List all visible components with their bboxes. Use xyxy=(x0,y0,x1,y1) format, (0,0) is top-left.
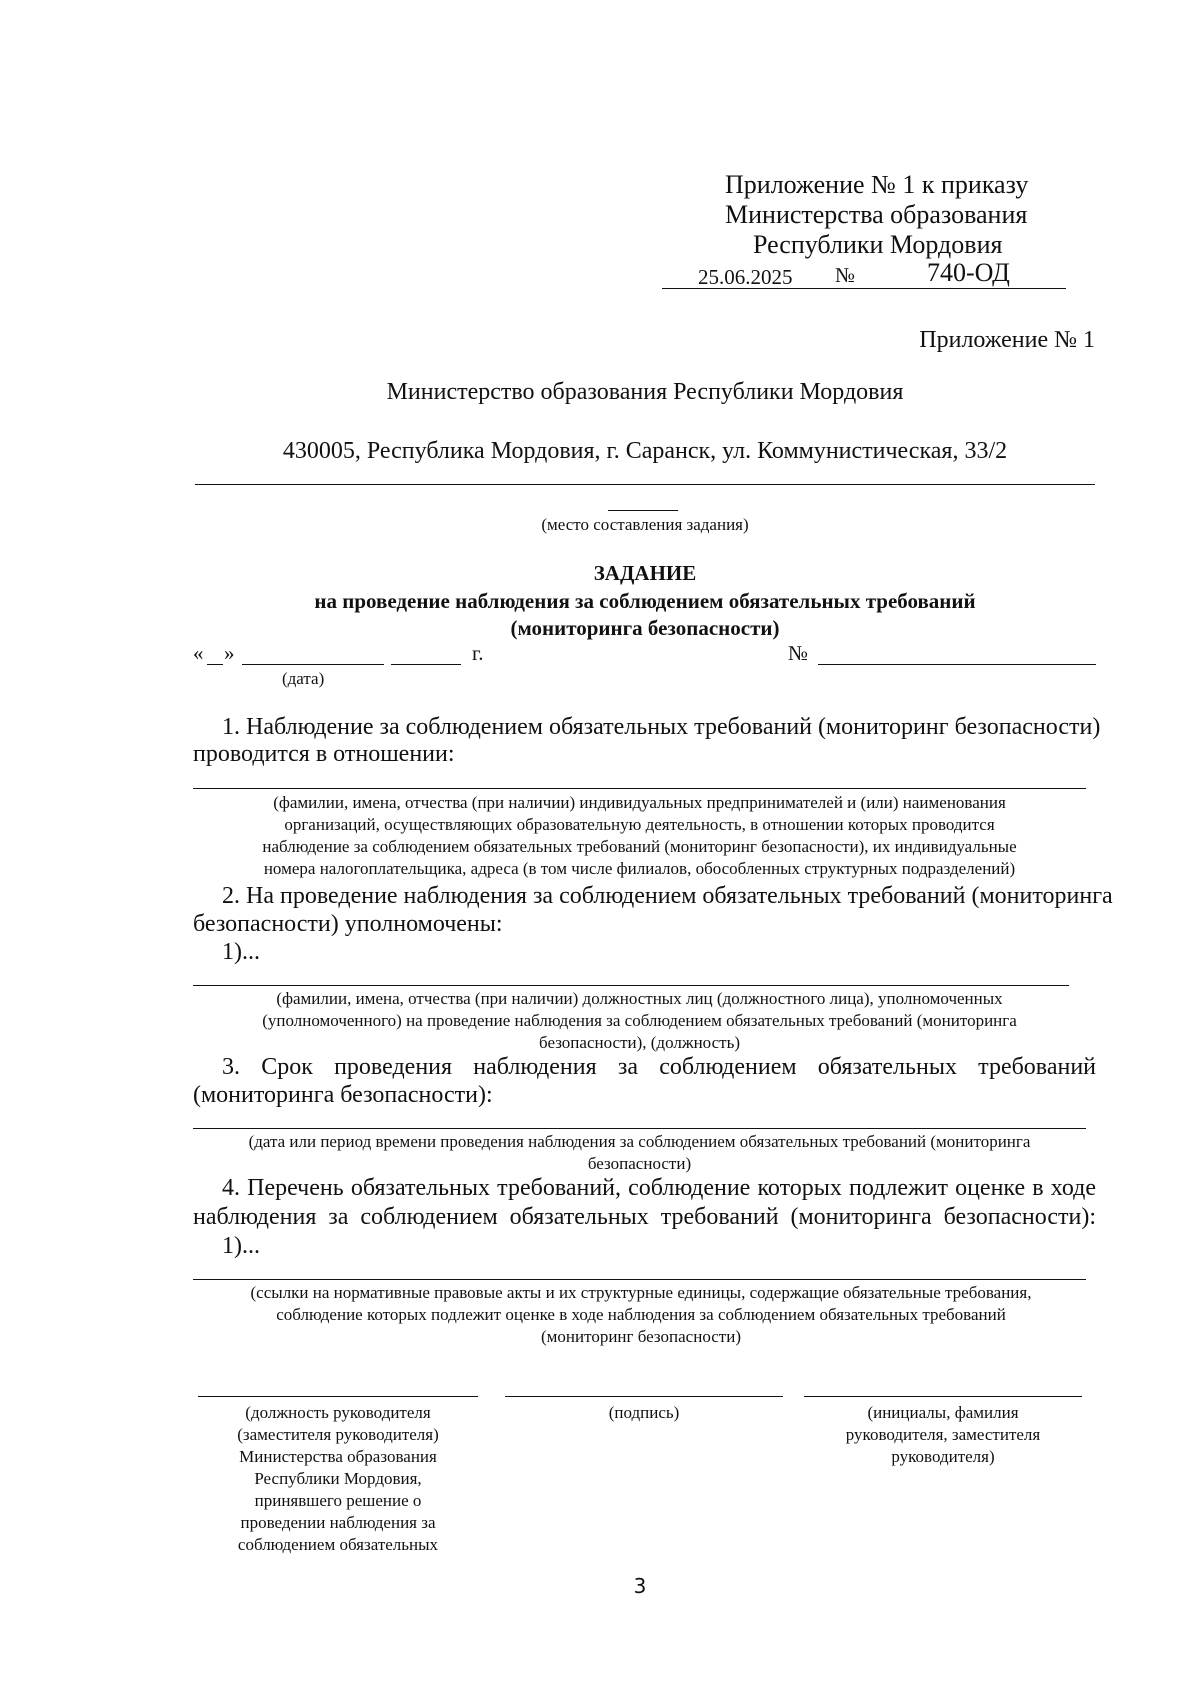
section3-blank xyxy=(193,1128,1086,1129)
section4-line1: 4. Перечень обязательных требований, соблюдение которых подлежит оценке в ходе xyxy=(222,1175,1096,1201)
section4-item: 1)... xyxy=(222,1233,260,1259)
section4-blank xyxy=(193,1279,1086,1280)
section1-line2: проводится в отношении: xyxy=(193,741,455,767)
signature-name-line xyxy=(804,1396,1082,1397)
order-header-line2: Министерства образования xyxy=(725,200,1028,229)
section4-line2: наблюдения за соблюдением обязательных требований (мониторинга безопасности): xyxy=(193,1204,1096,1230)
signature-position-caption xyxy=(198,1402,478,1556)
place-caption: (место составления задания) xyxy=(541,515,749,534)
signature-position-line-text: принявшего решение о xyxy=(254,1491,422,1510)
section3-line2: (мониторинга безопасности): xyxy=(193,1082,493,1108)
place-short-rule xyxy=(608,510,678,511)
section2-blank xyxy=(193,985,1069,986)
signature-position-line-text: проведении наблюдения за xyxy=(240,1513,436,1532)
section1-blank xyxy=(193,788,1086,789)
signature-sign-line xyxy=(505,1396,783,1397)
signature-name-line-text: (инициалы, фамилия xyxy=(867,1403,1019,1422)
section4-caption xyxy=(186,1282,1096,1348)
signature-sign-caption: (подпись) xyxy=(608,1403,680,1422)
order-number-label: № xyxy=(835,263,856,287)
signature-position-line-text: (заместителя руководителя) xyxy=(237,1425,439,1444)
section1-caption-line: номера налогоплательщика, адреса (в том числе филиалов, обособленных структурных подразделений) xyxy=(263,859,1016,878)
section4-caption-line: соблюдение которых подлежит оценке в ходе наблюдения за соблюдением обязательных требований xyxy=(276,1305,1006,1324)
section2-item: 1)... xyxy=(222,939,260,965)
date-year-blank xyxy=(391,664,461,665)
section1-line1: 1. Наблюдение за соблюдением обязательных требований (мониторинг безопасности) xyxy=(222,714,1101,740)
date-day-blank xyxy=(207,664,223,665)
section1-caption-line: наблюдение за соблюдением обязательных требований (мониторинг безопасности), их индивидуальные xyxy=(262,837,1017,856)
section3-caption xyxy=(193,1131,1086,1175)
section2-caption xyxy=(193,988,1086,1054)
signature-position-line-text: (должность руководителя xyxy=(245,1403,431,1422)
order-header-line1: Приложение № 1 к приказу xyxy=(725,170,1029,199)
section3-caption-line: безопасности) xyxy=(587,1154,692,1173)
section2-caption-line: (фамилии, имена, отчества (при наличии) должностных лиц (должностного лица), уполномоченных xyxy=(276,989,1003,1008)
date-year-suffix: г. xyxy=(472,641,484,665)
section2-line1: 2. На проведение наблюдения за соблюдением обязательных требований (мониторинга xyxy=(222,883,1113,909)
signature-position-line-text: Министерства образования xyxy=(239,1447,437,1466)
signature-position-line xyxy=(198,1396,478,1397)
task-number-blank xyxy=(818,664,1096,665)
section3-caption-line: (дата или период времени проведения наблюдения за соблюдением обязательных требований (мониторинга xyxy=(248,1132,1031,1151)
section1-caption-line: организаций, осуществляющих образовательную деятельность, в отношении которых проводится xyxy=(284,815,995,834)
section4-caption-line: (ссылки на нормативные правовые акты и их структурные единицы, содержащие обязательные требования, xyxy=(250,1283,1032,1302)
section2-line2: безопасности) уполномочены: xyxy=(193,911,503,937)
date-month-blank xyxy=(242,664,384,665)
order-number: 740-ОД xyxy=(927,258,1010,287)
signature-name-line-text: руководителя, заместителя xyxy=(845,1425,1041,1444)
signature-name-caption xyxy=(804,1402,1082,1468)
order-reference-underline xyxy=(662,288,1066,289)
section1-caption-line: (фамилии, имена, отчества (при наличии) индивидуальных предпринимателей и (или) наименования xyxy=(273,793,1006,812)
signature-position-line-text: соблюдением обязательных xyxy=(237,1535,439,1554)
document-subtitle: на проведение наблюдения за соблюдением обязательных требований xyxy=(314,589,976,613)
order-date: 25.06.2025 xyxy=(698,265,793,289)
date-caption: (дата) xyxy=(282,669,325,688)
date-quote-close: » xyxy=(224,641,235,665)
signature-position-line-text: Республики Мордовия, xyxy=(254,1469,422,1488)
document-subtitle-2: (мониторинга безопасности) xyxy=(510,616,780,640)
ministry-name: Министерство образования Республики Мордовия xyxy=(386,379,904,405)
section4-caption-line: (мониторинг безопасности) xyxy=(541,1327,741,1346)
section2-caption-line: безопасности), (должность) xyxy=(539,1033,740,1052)
task-number-label: № xyxy=(788,641,809,665)
order-header xyxy=(725,170,1055,260)
order-header-line3: Республики Мордовия xyxy=(753,230,1003,259)
address-underline xyxy=(195,484,1095,485)
page-number: 3 xyxy=(633,1574,647,1598)
ministry-address: 430005, Республика Мордовия, г. Саранск, ул. Коммунистическая, 33/2 xyxy=(282,438,1008,464)
section3-line1: 3. Срок проведения наблюдения за соблюдением обязательных требований xyxy=(222,1054,1096,1080)
appendix-label: Приложение № 1 xyxy=(919,327,1095,353)
section1-caption xyxy=(193,792,1086,880)
signature-name-line-text: руководителя) xyxy=(891,1447,995,1466)
section2-caption-line: (уполномоченного) на проведение наблюдения за соблюдением обязательных требований (мониторинга xyxy=(262,1011,1017,1030)
date-quote-open: « xyxy=(193,641,204,665)
document-title: ЗАДАНИЕ xyxy=(593,561,697,585)
